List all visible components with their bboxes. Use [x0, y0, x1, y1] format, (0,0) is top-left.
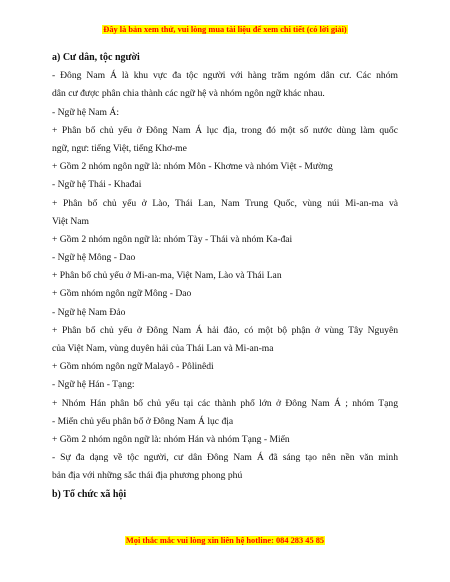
text-line: + Phân bố chủ yếu ở Mi-an-ma, Việt Nam, Lào và Thái Lan — [52, 270, 282, 282]
preview-notice-text: Đây là bản xem thử, vui lòng mua tài liệu để xem chi tiết (có lời giải) — [103, 25, 347, 34]
hotline-banner — [0, 535, 450, 546]
text-line: dân cư được phân chia thành các ngữ hệ và nhóm ngôn ngữ khác nhau. — [52, 88, 325, 100]
text-line: + Phân bố chủ yếu ở Đông Nam Á lục địa, trong đó một số nước dùng làm quốc — [52, 124, 398, 136]
text-line: - Miến chủ yếu phân bố ở Đông Nam Á lục địa — [52, 415, 234, 427]
text-line: + Gồm 2 nhóm ngôn ngữ là: nhóm Tày - Thái và nhóm Ka-đai — [52, 233, 293, 245]
section-heading-a: a) Cư dân, tộc người — [52, 52, 140, 63]
text-line: + Gồm nhóm ngôn ngữ Mông - Dao — [52, 288, 192, 300]
text-line: - Ngữ hệ Thái - Khađai — [52, 179, 142, 191]
text-line: + Gồm nhóm ngôn ngữ Malayô - Pôlinêdi — [52, 361, 214, 373]
text-line: + Nhóm Hán phân bố chủ yếu tại các thành phố lớn ở Đông Nam Á ; nhóm Tạng — [52, 397, 398, 409]
hotline-text: Mọi thắc mắc vui lòng xin liên hệ hotline: 084 283 45 85 — [125, 536, 325, 545]
document-body — [52, 49, 398, 504]
text-line: + Gồm 2 nhóm ngôn ngữ là: nhóm Hán và nhóm Tạng - Miến — [52, 433, 290, 445]
text-line: - Ngữ hệ Mông - Dao — [52, 252, 136, 264]
section-heading-b: b) Tổ chức xã hội — [52, 488, 127, 500]
text-line: - Ngữ hệ Hán - Tạng: — [52, 379, 135, 391]
text-line: ngữ, ngư: tiếng Việt, tiếng Khơ-me — [52, 142, 187, 154]
text-line: + Phân bố chủ yếu ở Lào, Thái Lan, Nam Trung Quốc, vùng núi Mi-an-ma và — [52, 197, 398, 209]
text-line: - Đông Nam Á là khu vực đa tộc người với hàng trăm ngóm dân cư. Các nhóm — [52, 70, 398, 82]
text-line: Việt Nam — [52, 215, 89, 227]
text-line: - Ngữ hệ Nam Đảo — [52, 306, 126, 318]
text-line: bản địa với những sắc thái địa phương phong phú — [52, 470, 243, 482]
text-line: + Phân bố chủ yếu ở Đông Nam Á hải đảo, có một bộ phận ở vùng Tây Nguyên — [52, 324, 398, 336]
text-line: - Sự đa dạng về tộc người, cư dân Đông Nam Á đã sáng tạo nên nền văn minh — [52, 452, 398, 464]
text-line: của Việt Nam, vùng duyên hải của Thái Lan và Mi-an-ma — [52, 343, 274, 354]
preview-notice-banner — [0, 24, 450, 35]
text-line: - Ngữ hệ Nam Á: — [52, 106, 120, 118]
text-line: + Gồm 2 nhóm ngôn ngữ là: nhóm Môn - Khơme và nhóm Việt - Mường — [52, 161, 333, 173]
